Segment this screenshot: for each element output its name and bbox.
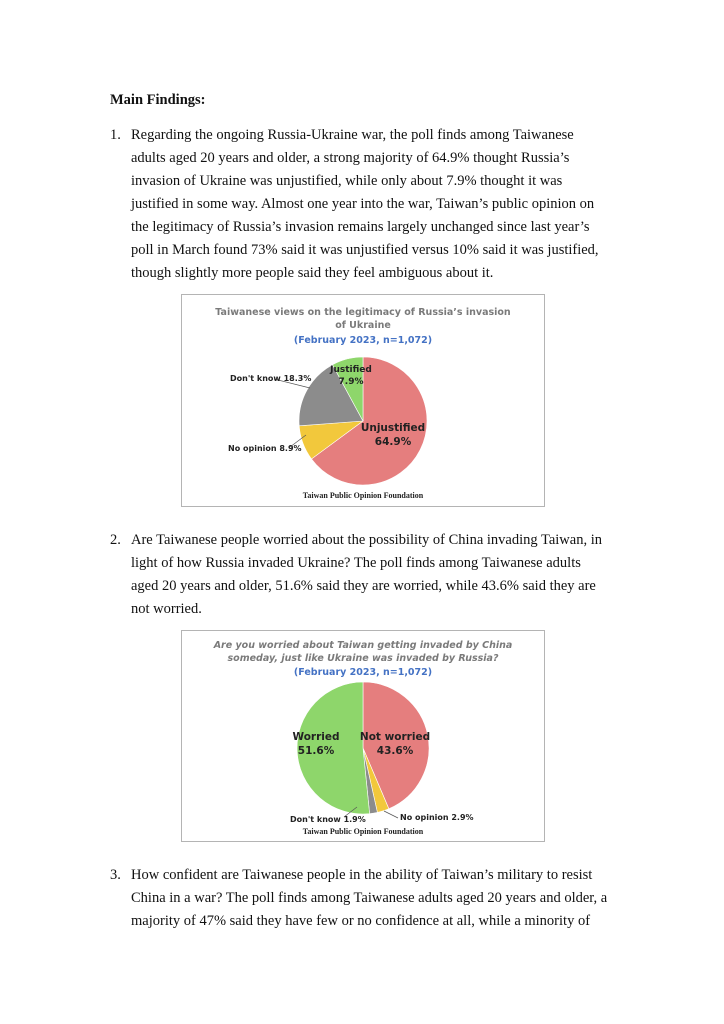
chart-title-line: Are you worried about Taiwan getting invaded by China — [213, 640, 513, 651]
pie-chart-worried — [182, 631, 544, 841]
slice-value-justified: 7.9% — [338, 377, 364, 387]
text-line: Are Taiwanese people worried about the possibility of China invading Taiwan, in — [131, 532, 602, 548]
text-line: not worried. — [131, 601, 202, 617]
slice-value-unjustified: 64.9% — [374, 436, 412, 448]
text-line: aged 20 years and older, 51.6% said they are worried, while 43.6% said they are — [131, 578, 596, 594]
finding-3 — [110, 864, 610, 933]
slice-label-not-worried: Not worried — [359, 731, 431, 743]
chart-legitimacy — [181, 294, 545, 507]
chart-title-line: Taiwanese views on the legitimacy of Russia’s invasion — [215, 307, 511, 318]
chart-source: Taiwan Public Opinion Foundation — [302, 827, 424, 836]
finding-number: 2. — [110, 532, 121, 548]
text-line: Regarding the ongoing Russia-Ukraine war, the poll finds among Taiwanese — [131, 127, 574, 143]
text-line: though slightly more people said they feel ambiguous about it. — [131, 265, 494, 281]
finding-text — [131, 864, 610, 933]
finding-number: 1. — [110, 127, 121, 143]
slice-label-no-opinion: No opinion 8.9% — [228, 444, 302, 453]
text-line: China in a war? The poll finds among Taiwanese adults aged 20 years and older, a — [131, 890, 608, 906]
finding-text — [131, 124, 610, 285]
slice-label-dont-know: Don't know 18.3% — [230, 374, 312, 383]
chart-source: Taiwan Public Opinion Foundation — [302, 491, 424, 500]
pie-chart-legitimacy — [182, 295, 544, 506]
text-line: light of how Russia invaded Ukraine? The poll finds among Taiwanese adults — [131, 555, 581, 571]
finding-number: 3. — [110, 867, 121, 883]
chart-subtitle: (February 2023, n=1,072) — [293, 335, 433, 346]
finding-2 — [110, 529, 610, 621]
finding-1 — [110, 124, 610, 285]
text-line: majority of 47% said they have few or no confidence at all, while a minority of — [131, 913, 591, 929]
slice-label-dont-know: Don't know 1.9% — [290, 815, 366, 824]
finding-text — [131, 529, 610, 621]
chart-subtitle: (February 2023, n=1,072) — [293, 667, 433, 678]
chart-title-line: of Ukraine — [335, 320, 391, 331]
chart-title-line: someday, just like Ukraine was invaded by Russia? — [227, 653, 499, 664]
text-line: justified in some way. Almost one year into the war, Taiwan’s public opinion on — [131, 196, 595, 212]
slice-value-not-worried: 43.6% — [376, 745, 414, 757]
text-line: poll in March found 73% said it was unjustified versus 10% said it was justified, — [131, 242, 599, 258]
text-line: How confident are Taiwanese people in the ability of Taiwan’s military to resist — [131, 867, 593, 883]
section-heading: Main Findings: — [110, 92, 206, 108]
text-line: the legitimacy of Russia’s invasion remains largely unchanged since last year’s — [131, 219, 590, 235]
leader-line — [384, 811, 398, 818]
text-line: adults aged 20 years and older, a strong majority of 64.9% thought Russia’s — [131, 150, 570, 166]
text-line: invasion of Ukraine was unjustified, while only about 7.9% thought it was — [131, 173, 563, 189]
chart-worried — [181, 630, 545, 842]
slice-label-worried: Worried — [292, 731, 340, 743]
slice-label-justified: Justified — [330, 365, 372, 375]
slice-label-no-opinion: No opinion 2.9% — [400, 813, 474, 822]
slice-value-worried: 51.6% — [297, 745, 335, 757]
slice-label-unjustified: Unjustified — [360, 422, 426, 434]
